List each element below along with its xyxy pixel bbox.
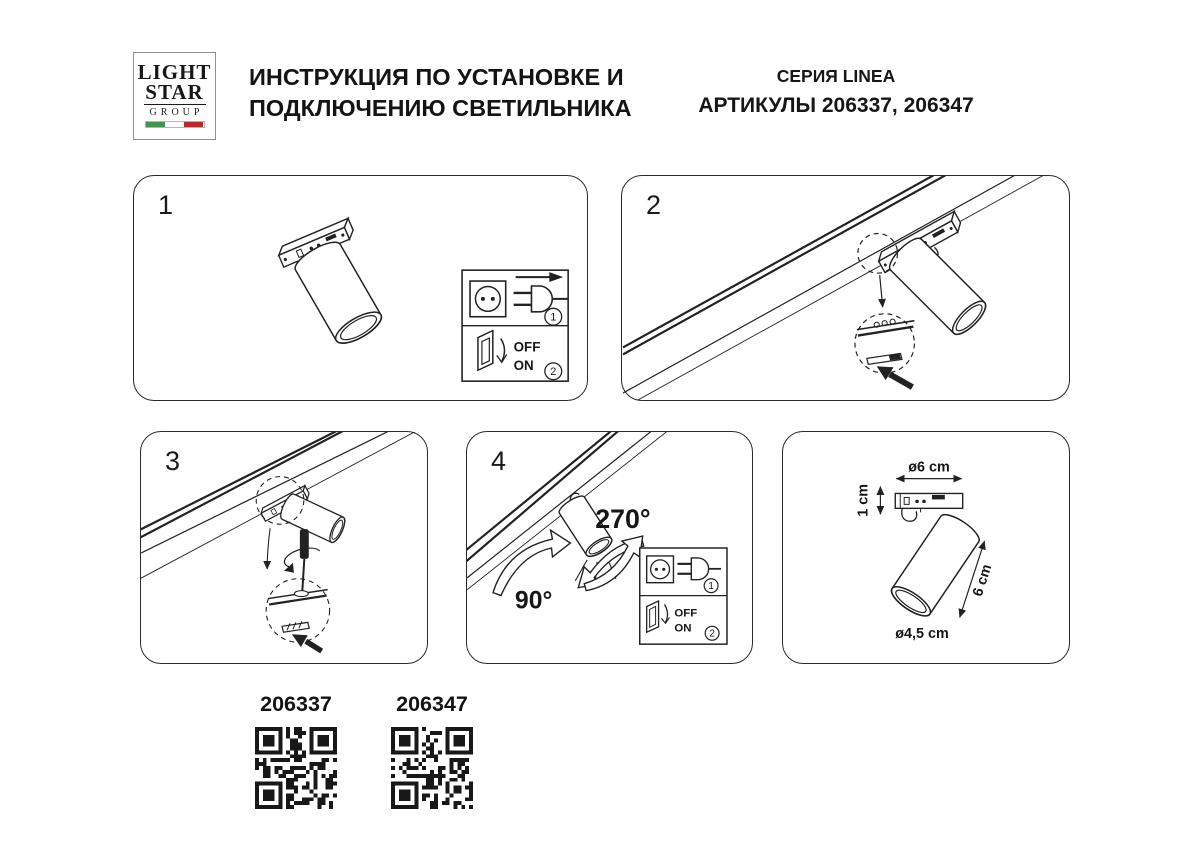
qr-block-206347 xyxy=(376,692,488,814)
step-2-panel xyxy=(621,175,1070,401)
step-number: 4 xyxy=(491,446,507,476)
step-number: 1 xyxy=(158,190,174,220)
page-title xyxy=(249,62,669,124)
push-arrow-icon xyxy=(292,634,322,651)
svg-text:1: 1 xyxy=(708,581,714,593)
article-label: 206337 xyxy=(260,692,332,716)
dimensions-panel xyxy=(782,431,1070,664)
spotlight-cylinder xyxy=(887,510,983,621)
callout-arrow xyxy=(267,528,270,569)
series-label: СЕРИЯ LINEA xyxy=(776,66,896,86)
articles-label: АРТИКУЛЫ 206337, 206347 xyxy=(698,94,974,117)
qr-code xyxy=(391,727,473,809)
article-label: 206347 xyxy=(396,692,468,716)
off-label: OFF xyxy=(513,339,541,355)
step-1-illustration xyxy=(134,176,587,400)
lock-detail-callout xyxy=(266,579,329,651)
svg-text:2: 2 xyxy=(709,628,715,640)
logo-divider xyxy=(144,104,206,105)
diameter-dimension-label: ø4,5 cm xyxy=(895,626,949,643)
qr-block-206337 xyxy=(240,692,352,814)
step-2-illustration xyxy=(622,176,1069,400)
on-label: ON xyxy=(513,358,534,374)
height-dimension-label: 1 cm xyxy=(855,484,872,517)
svg-text:1: 1 xyxy=(550,311,557,324)
step-4-illustration xyxy=(467,432,752,663)
step-2-badge xyxy=(545,363,562,380)
track-illustration xyxy=(623,176,1051,400)
logo-light: LIGHT xyxy=(137,60,212,84)
track-adapter-illustration xyxy=(276,218,386,349)
angle-90-label: 90° xyxy=(514,587,553,615)
logo-group: GROUP xyxy=(149,107,204,118)
callout-arrow xyxy=(880,275,883,307)
series-block xyxy=(666,66,1006,118)
off-label: OFF xyxy=(674,607,698,620)
step-number: 2 xyxy=(646,190,662,220)
svg-text:2: 2 xyxy=(550,366,557,379)
title-line-1: ИНСТРУКЦИЯ ПО УСТАНОВКЕ И xyxy=(249,64,624,90)
track-adapter-illustration xyxy=(887,493,983,621)
step-3-illustration xyxy=(141,432,427,663)
power-steps-inset xyxy=(462,270,568,381)
on-label: ON xyxy=(674,622,692,635)
lightstar-logo xyxy=(133,52,216,140)
step-1-badge xyxy=(704,579,718,593)
logo-star: STAR xyxy=(145,80,204,104)
power-steps-inset xyxy=(640,548,727,644)
spotlight-cylinder xyxy=(278,492,348,544)
angle-270-label: 270° xyxy=(595,504,651,535)
length-dimension-label: 6 cm xyxy=(970,562,996,599)
width-dimension-label: ø6 cm xyxy=(908,459,950,476)
step-number: 3 xyxy=(165,446,181,476)
step-1-badge xyxy=(545,308,562,325)
italian-flag-icon xyxy=(145,121,205,128)
lock-detail-callout xyxy=(855,314,914,387)
step-1-panel xyxy=(133,175,588,401)
step-2-badge xyxy=(705,626,719,640)
qr-code xyxy=(255,727,337,809)
dimension-drawing xyxy=(783,432,1069,663)
title-line-2: ПОДКЛЮЧЕНИЮ СВЕТИЛЬНИКА xyxy=(249,95,632,121)
step-3-panel xyxy=(140,431,428,664)
step-4-panel xyxy=(466,431,753,664)
